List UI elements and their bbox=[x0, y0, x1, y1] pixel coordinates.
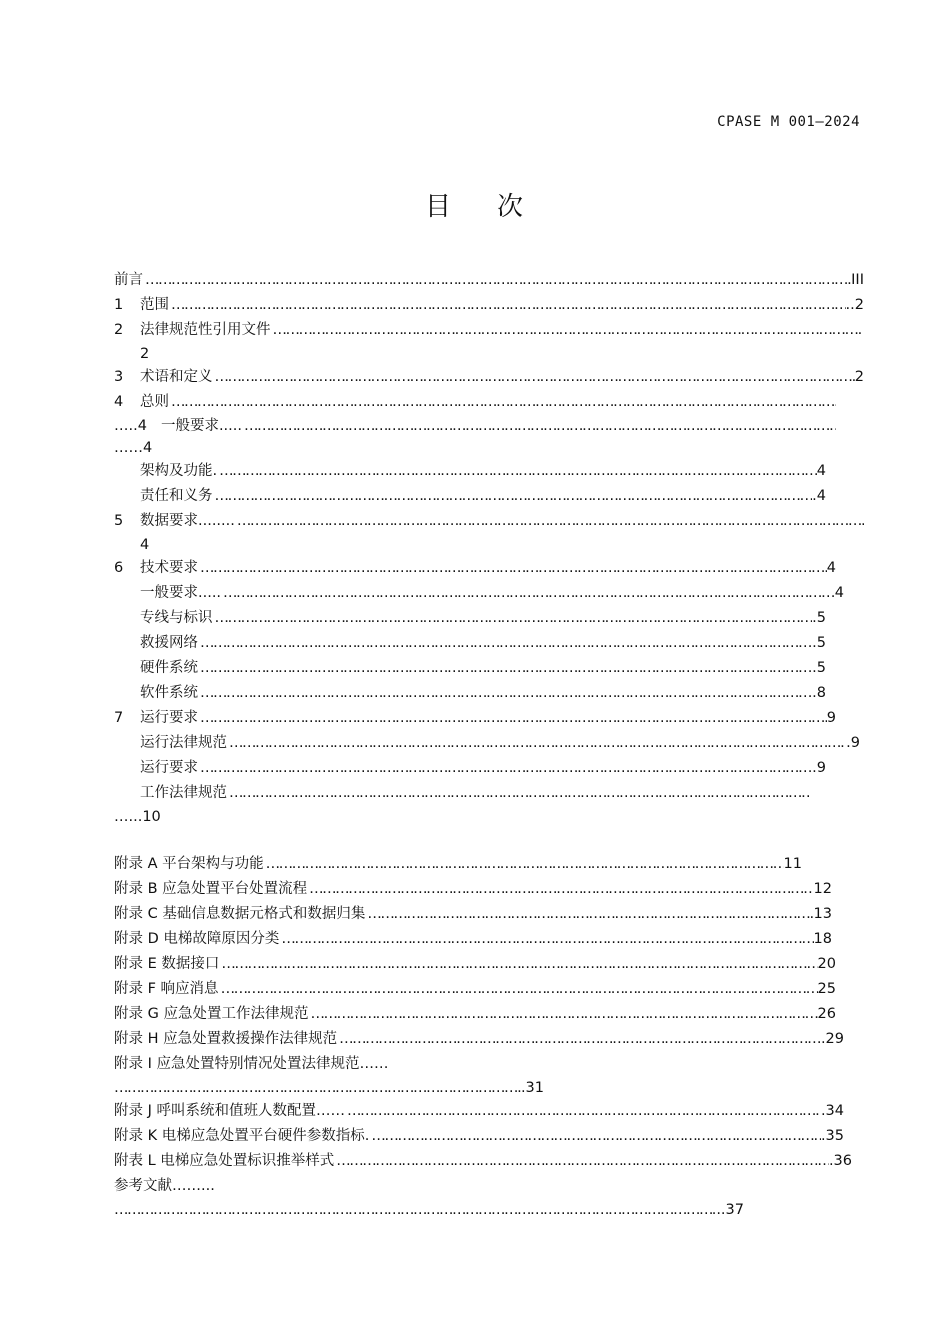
toc-leader bbox=[242, 415, 836, 437]
toc-leader bbox=[337, 1027, 821, 1052]
toc-page: 25 bbox=[817, 981, 836, 997]
toc-entry-7-1[interactable] bbox=[114, 731, 860, 756]
toc-entry-6[interactable] bbox=[114, 556, 836, 581]
toc-page: 4 bbox=[834, 585, 844, 601]
toc-entry-6-5[interactable] bbox=[114, 681, 826, 706]
toc-page: ...37 bbox=[711, 1202, 744, 1218]
toc-leader bbox=[227, 781, 810, 806]
toc-leader bbox=[143, 268, 851, 293]
toc-entry-appendix-c[interactable] bbox=[114, 902, 832, 927]
toc-entry-1[interactable] bbox=[114, 293, 864, 318]
toc-page: .31 bbox=[520, 1080, 544, 1096]
toc-num: 5 bbox=[114, 513, 124, 529]
toc-page: .29 bbox=[820, 1031, 844, 1047]
toc-page: 11 bbox=[783, 856, 802, 872]
toc-label: 法律规范性引用文件 bbox=[140, 322, 271, 338]
toc-page: 26 bbox=[817, 1006, 836, 1022]
toc-label: 附录 A 平台架构与功能 bbox=[114, 856, 264, 872]
toc-leader bbox=[308, 1002, 817, 1027]
toc-entry-references[interactable] bbox=[114, 1174, 314, 1199]
toc-label: 附录 G 应急处置工作法律规范 bbox=[114, 1006, 309, 1022]
toc-label: 一般要求..... bbox=[160, 418, 242, 434]
toc-leader bbox=[198, 556, 827, 581]
toc-entry-preface[interactable] bbox=[114, 268, 864, 293]
toc-label: 运行要求 bbox=[140, 760, 198, 776]
toc-entry-appendix-b[interactable] bbox=[114, 877, 832, 902]
toc-entry-appendix-h[interactable] bbox=[114, 1027, 844, 1052]
toc-page: .5 bbox=[812, 660, 826, 676]
title-part2: 次 bbox=[497, 192, 526, 222]
toc-entry-5[interactable] bbox=[114, 509, 864, 534]
toc-page: .35 bbox=[820, 1128, 844, 1144]
toc-page: .36 bbox=[828, 1153, 852, 1169]
toc-entry-7[interactable] bbox=[114, 706, 836, 731]
toc-leader bbox=[271, 318, 865, 343]
toc-leader bbox=[264, 852, 784, 877]
toc-leader bbox=[279, 927, 813, 952]
toc-entry-7-3[interactable] bbox=[114, 781, 810, 806]
toc-label: 总则 bbox=[140, 394, 169, 410]
toc-label: 参考文献……... bbox=[114, 1178, 215, 1194]
toc-entry-appendix-k[interactable] bbox=[114, 1124, 844, 1149]
toc-entry-appendix-i-cont[interactable] bbox=[114, 1077, 544, 1099]
toc-page-wrapped: 2 bbox=[140, 346, 150, 362]
toc-leader bbox=[307, 877, 813, 902]
toc-page: 2 bbox=[854, 369, 864, 385]
toc-entry-appendix-l[interactable] bbox=[114, 1149, 852, 1174]
toc-page: 12 bbox=[813, 881, 832, 897]
toc-label: 运行法律规范 bbox=[140, 735, 227, 751]
toc-leader bbox=[114, 1077, 521, 1099]
toc-label: 附录 H 应急处置救援操作法律规范 bbox=[114, 1031, 338, 1047]
toc-label: 附表 L 电梯应急处置标识推举样式 bbox=[114, 1153, 335, 1169]
toc-leader bbox=[198, 631, 812, 656]
toc-label: 技术要求 bbox=[140, 560, 198, 576]
document-code: CPASE M 001—2024 bbox=[717, 114, 860, 130]
toc-entry-6-2[interactable] bbox=[114, 606, 826, 631]
toc-entry-appendix-e[interactable] bbox=[114, 952, 836, 977]
table-of-contents bbox=[114, 268, 864, 1221]
toc-leader bbox=[114, 1199, 712, 1221]
toc-entry-4-2[interactable] bbox=[114, 459, 826, 484]
page-title bbox=[0, 186, 950, 223]
toc-entry-6-4[interactable] bbox=[114, 656, 826, 681]
toc-entry-appendix-d[interactable] bbox=[114, 927, 832, 952]
toc-label: 附录 C 基础信息数据元格式和数据归集 bbox=[114, 906, 366, 922]
toc-leader bbox=[221, 581, 835, 606]
toc-leader bbox=[169, 390, 836, 415]
toc-entry-7-2[interactable] bbox=[114, 756, 826, 781]
toc-leader bbox=[219, 977, 818, 1002]
toc-page: .5 bbox=[812, 610, 826, 626]
toc-entry-2[interactable] bbox=[114, 318, 864, 343]
toc-leader bbox=[213, 484, 813, 509]
toc-label: 附录 J 呼叫系统和值班人数配置…… bbox=[114, 1103, 345, 1119]
toc-leader bbox=[345, 1099, 821, 1124]
toc-entry-4-1[interactable] bbox=[114, 415, 836, 437]
toc-leader bbox=[198, 681, 812, 706]
toc-page: 18 bbox=[813, 931, 832, 947]
toc-leader bbox=[227, 731, 846, 756]
toc-leader bbox=[169, 293, 846, 318]
toc-num: 4 bbox=[114, 394, 124, 410]
toc-label: 前言 bbox=[114, 272, 143, 288]
toc-label: 术语和定义 bbox=[140, 369, 213, 385]
toc-entry-4[interactable] bbox=[114, 390, 836, 415]
toc-label: 附录 F 响应消息 bbox=[114, 981, 219, 997]
toc-page-wrapped: ……4 bbox=[114, 440, 153, 456]
toc-label: 数据要求........ bbox=[140, 513, 235, 529]
toc-entry-4-3[interactable] bbox=[114, 484, 826, 509]
toc-num: 1 bbox=[114, 297, 124, 313]
toc-leader bbox=[213, 365, 855, 390]
toc-page: 20 bbox=[817, 956, 836, 972]
toc-label: 一般要求..... bbox=[140, 585, 222, 601]
toc-page-wrapped: …..4 bbox=[114, 418, 147, 434]
toc-label: 硬件系统 bbox=[140, 660, 198, 676]
toc-page: .5 bbox=[812, 635, 826, 651]
toc-page: 4 bbox=[826, 560, 836, 576]
toc-page: .34 bbox=[820, 1103, 844, 1119]
toc-entry-6-1[interactable] bbox=[114, 581, 844, 606]
toc-page: .4 bbox=[812, 488, 826, 504]
toc-page: 4 bbox=[816, 463, 826, 479]
toc-page: ..2 bbox=[845, 297, 864, 313]
toc-leader bbox=[198, 656, 812, 681]
toc-num: 3 bbox=[114, 369, 124, 385]
toc-leader bbox=[365, 902, 813, 927]
toc-label: 架构及功能. bbox=[140, 463, 218, 479]
toc-label: 附录 I 应急处置特别情况处置法律规范…… bbox=[114, 1056, 389, 1072]
toc-page: 13 bbox=[813, 906, 832, 922]
toc-leader bbox=[235, 509, 864, 534]
toc-entry-appendix-i[interactable] bbox=[114, 1052, 554, 1077]
toc-leader bbox=[213, 606, 813, 631]
toc-entry-appendix-a[interactable] bbox=[114, 852, 802, 877]
toc-entry-appendix-f[interactable] bbox=[114, 977, 836, 1002]
toc-page-wrapped: 4 bbox=[140, 537, 150, 553]
toc-leader bbox=[198, 706, 827, 731]
toc-leader bbox=[198, 756, 812, 781]
toc-num: 6 bbox=[114, 560, 124, 576]
toc-label: 附录 E 数据接口 bbox=[114, 956, 220, 972]
toc-entry-references-cont[interactable] bbox=[114, 1199, 744, 1221]
toc-num: 7 bbox=[114, 710, 124, 726]
toc-page: .9 bbox=[812, 760, 826, 776]
toc-leader bbox=[369, 1124, 821, 1149]
toc-label: 救援网络 bbox=[140, 635, 198, 651]
toc-leader bbox=[334, 1149, 829, 1174]
toc-label: 附录 B 应急处置平台处置流程 bbox=[114, 881, 308, 897]
toc-page: 9 bbox=[826, 710, 836, 726]
toc-label: 专线与标识 bbox=[140, 610, 213, 626]
toc-entry-3[interactable] bbox=[114, 365, 864, 390]
title-part1: 目 bbox=[424, 192, 453, 222]
toc-page: .8 bbox=[812, 685, 826, 701]
toc-page: .9 bbox=[846, 735, 860, 751]
toc-entry-appendix-j[interactable] bbox=[114, 1099, 844, 1124]
toc-label: 工作法律规范 bbox=[140, 785, 227, 801]
toc-entry-6-3[interactable] bbox=[114, 631, 826, 656]
toc-label: 软件系统 bbox=[140, 685, 198, 701]
toc-label: 附录 K 电梯应急处置平台硬件参数指标. bbox=[114, 1128, 370, 1144]
toc-leader bbox=[219, 952, 817, 977]
toc-leader bbox=[217, 459, 817, 484]
toc-label: 责任和义务 bbox=[140, 488, 213, 504]
toc-page: III bbox=[851, 272, 864, 288]
toc-num: 2 bbox=[114, 322, 124, 338]
toc-page-wrapped: …...10 bbox=[114, 809, 161, 825]
toc-label: 运行要求 bbox=[140, 710, 198, 726]
toc-entry-appendix-g[interactable] bbox=[114, 1002, 836, 1027]
toc-label: 附录 D 电梯故障原因分类 bbox=[114, 931, 280, 947]
toc-label: 范围 bbox=[140, 297, 169, 313]
